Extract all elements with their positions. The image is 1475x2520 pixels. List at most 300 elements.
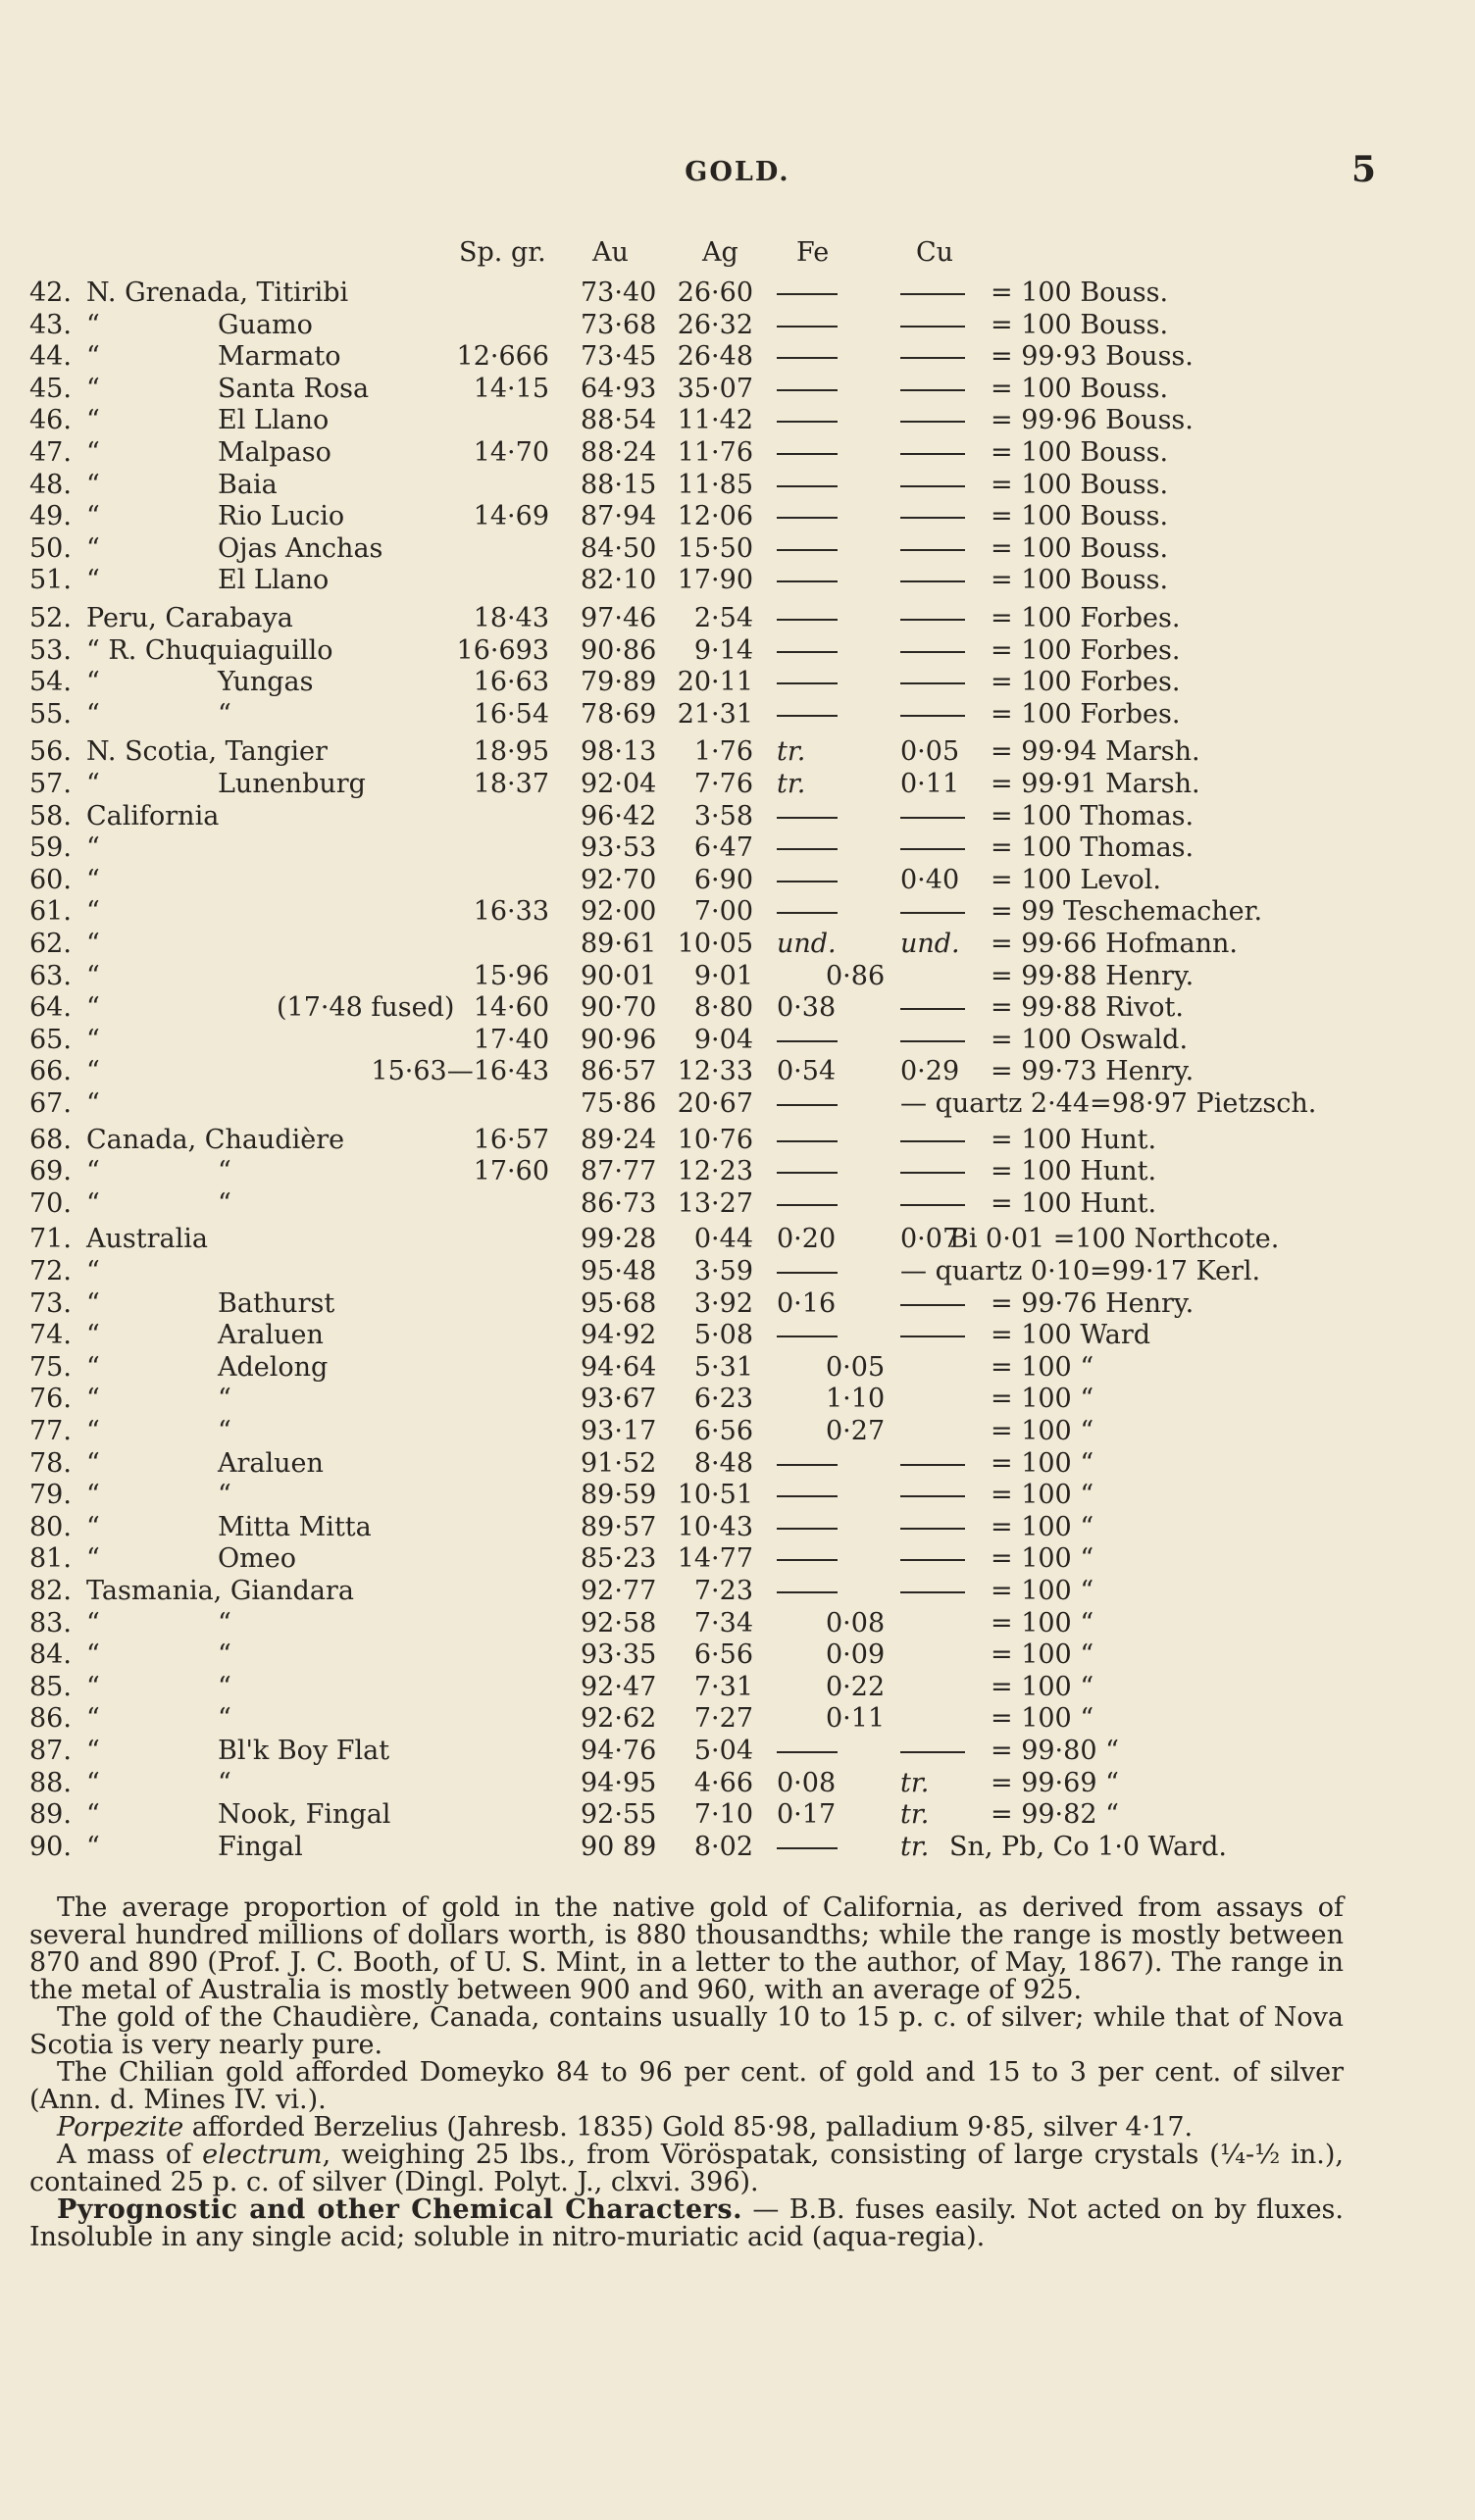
silver-value: 9·01 — [693, 961, 753, 991]
row-number: 68. — [29, 1125, 72, 1155]
total-and-analyst: = 100 Bouss. — [991, 501, 1169, 531]
row-number: 79. — [29, 1480, 72, 1510]
locality: “ — [86, 1448, 100, 1479]
locality: “ — [86, 533, 100, 564]
silver-value: 15·50 — [677, 533, 753, 564]
iron-value: 1·10 — [826, 1384, 886, 1414]
row-number: 61. — [29, 896, 72, 927]
total-and-analyst: = 99·76 Henry. — [991, 1288, 1195, 1319]
sub-locality: Ojas Anchas — [218, 533, 383, 564]
row-number: 88. — [29, 1768, 72, 1798]
iron-value: und. — [777, 929, 837, 959]
locality: “ — [86, 374, 100, 404]
table-row — [0, 896, 1475, 928]
iron-value: tr. — [777, 769, 806, 799]
row-number: 52. — [29, 603, 72, 633]
gold-value: 97·46 — [581, 603, 657, 633]
gold-value: 93·35 — [581, 1639, 657, 1670]
total-and-analyst: = 99·94 Marsh. — [991, 736, 1200, 767]
iron-dash — [777, 533, 838, 565]
specific-gravity: 14·15 — [473, 374, 549, 404]
iron-dash — [777, 1188, 838, 1220]
column-header-fe: Fe — [796, 237, 830, 268]
paragraph-text: afforded Berzelius (Jahresb. 1835) Gold 85·98, palladium 9·85, silver 4·17. — [183, 2112, 1194, 2142]
iron-dash — [777, 801, 838, 832]
paragraph-text: — B.B. fuses easily. Not acted on by fluxes. Insoluble in any single acid; soluble in nitro-muriatic acid (aqua-regia). — [29, 2194, 1344, 2252]
iron-value: 0·86 — [826, 961, 886, 991]
sub-locality: Baia — [218, 470, 278, 500]
sub-locality: Bl'k Boy Flat — [218, 1736, 390, 1766]
row-number: 46. — [29, 405, 72, 435]
total-and-analyst: = 99·91 Marsh. — [991, 769, 1200, 799]
silver-value: 35·07 — [677, 374, 753, 404]
iron-dash — [777, 1480, 838, 1511]
row-number: 70. — [29, 1188, 72, 1219]
gold-value: 94·92 — [581, 1320, 657, 1350]
total-and-analyst: = 100 Hunt. — [991, 1156, 1157, 1186]
table-row — [0, 1672, 1475, 1703]
total-and-analyst: = 100 “ — [991, 1639, 1094, 1670]
sub-locality: Santa Rosa — [218, 374, 370, 404]
iron-dash — [777, 635, 838, 667]
copper-dash — [900, 1576, 965, 1607]
locality: N. Scotia, Tangier — [86, 736, 328, 767]
total-and-analyst: = 100 Hunt. — [991, 1125, 1157, 1155]
copper-dash — [900, 603, 965, 634]
silver-value: 3·59 — [693, 1256, 753, 1286]
silver-value: 9·04 — [693, 1025, 753, 1055]
total-and-analyst: = 100 “ — [991, 1608, 1094, 1638]
total-and-analyst: = 100 “ — [991, 1576, 1094, 1606]
row-number: 48. — [29, 470, 72, 500]
total-and-analyst: Sn, Pb, Co 1·0 Ward. — [949, 1832, 1227, 1862]
row-number: 74. — [29, 1320, 72, 1350]
gold-value: 73·40 — [581, 277, 657, 308]
iron-dash — [777, 603, 838, 634]
table-row — [0, 1768, 1475, 1799]
silver-value: 20·67 — [677, 1088, 753, 1119]
table-row — [0, 1384, 1475, 1415]
iron-value: 0·17 — [777, 1799, 837, 1830]
gold-value: 98·13 — [581, 736, 657, 767]
specific-gravity: 16·54 — [473, 699, 549, 730]
specific-gravity: 18·43 — [473, 603, 549, 633]
gold-value: 79·89 — [581, 667, 657, 697]
iron-dash — [777, 565, 838, 596]
total-and-analyst: = 99·80 “ — [991, 1736, 1119, 1766]
sub-locality: “ — [218, 1416, 231, 1446]
specific-gravity: 15·96 — [473, 961, 549, 991]
silver-value: 7·76 — [693, 769, 753, 799]
iron-dash — [777, 1156, 838, 1187]
table-row — [0, 1352, 1475, 1384]
copper-dash — [900, 341, 965, 373]
table-row — [0, 1832, 1475, 1863]
table-row — [0, 1025, 1475, 1056]
iron-dash — [777, 405, 838, 436]
table-row — [0, 374, 1475, 405]
gold-value: 87·94 — [581, 501, 657, 531]
copper-dash — [900, 533, 965, 565]
gold-value: 87·77 — [581, 1156, 657, 1186]
iron-value: 0·22 — [826, 1672, 886, 1702]
total-and-analyst: Bi 0·01 =100 Northcote. — [949, 1224, 1280, 1254]
gold-value: 82·10 — [581, 565, 657, 595]
total-and-analyst: = 100 Ward — [991, 1320, 1151, 1350]
sub-locality: Fingal — [218, 1832, 303, 1862]
table-row — [0, 736, 1475, 768]
locality: Peru, Carabaya — [86, 603, 293, 633]
emphasis: electrum — [202, 2140, 323, 2170]
locality: Australia — [86, 1224, 208, 1254]
locality: “ — [86, 1088, 100, 1119]
gold-value: 90·01 — [581, 961, 657, 991]
table-row — [0, 929, 1475, 960]
gold-value: 73·45 — [581, 341, 657, 372]
copper-value: 0·07 — [900, 1224, 960, 1254]
total-and-analyst: = 100 “ — [991, 1352, 1094, 1383]
gold-value: 92·04 — [581, 769, 657, 799]
table-row — [0, 405, 1475, 436]
row-number: 56. — [29, 736, 72, 767]
iron-dash — [777, 1736, 838, 1767]
gold-value: 88·24 — [581, 437, 657, 468]
sub-locality: Omeo — [218, 1543, 296, 1574]
specific-gravity: 16·33 — [473, 896, 549, 927]
table-row — [0, 1224, 1475, 1255]
specific-gravity: 15·63—16·43 — [371, 1056, 549, 1086]
copper-dash — [900, 992, 965, 1024]
gold-value: 89·59 — [581, 1480, 657, 1510]
copper-dash — [900, 1512, 965, 1543]
row-number: 60. — [29, 865, 72, 895]
table-row — [0, 1639, 1475, 1671]
sub-locality: El Llano — [218, 565, 330, 595]
row-number: 44. — [29, 341, 72, 372]
gold-value: 94·76 — [581, 1736, 657, 1766]
locality: “ — [86, 1188, 100, 1219]
total-and-analyst: = 100 “ — [991, 1416, 1094, 1446]
copper-dash — [900, 635, 965, 667]
copper-dash — [900, 501, 965, 532]
body-text — [29, 1894, 1344, 2251]
iron-dash — [777, 1543, 838, 1575]
gold-value: 86·73 — [581, 1188, 657, 1219]
gold-value: 95·68 — [581, 1288, 657, 1319]
copper-dash — [900, 1480, 965, 1511]
specific-gravity: 14·60 — [473, 992, 549, 1023]
total-and-analyst: = 100 “ — [991, 1448, 1094, 1479]
iron-dash — [777, 699, 838, 731]
silver-value: 3·92 — [693, 1288, 753, 1319]
paragraph: The average proportion of gold in the native gold of California, as derived from assays of several hundred millions of dollars worth, is 880 thousandths; while the range is mostly between 870 and 890 (Prof. J. C. Booth, of U. S. Mint, in a letter to the author, of May, 1867). The range in the metal of Australia is mostly between 900 and 960, with an average of 925. — [29, 1892, 1344, 2005]
gold-value: 88·15 — [581, 470, 657, 500]
silver-value: 7·34 — [693, 1608, 753, 1638]
copper-value: 0·05 — [900, 736, 960, 767]
locality: “ — [86, 667, 100, 697]
silver-value: 13·27 — [677, 1188, 753, 1219]
copper-dash — [900, 1188, 965, 1220]
locality: “ — [86, 1543, 100, 1574]
locality: “ — [86, 310, 100, 340]
row-number: 84. — [29, 1639, 72, 1670]
sub-locality: Nook, Fingal — [218, 1799, 391, 1830]
copper-dash — [900, 565, 965, 596]
sub-locality: Araluen — [218, 1320, 324, 1350]
total-and-analyst: = 100 “ — [991, 1384, 1094, 1414]
silver-value: 10·43 — [677, 1512, 753, 1542]
table-row — [0, 1608, 1475, 1639]
locality: “ — [86, 1768, 100, 1798]
locality: “ — [86, 405, 100, 435]
copper-dash — [900, 1448, 965, 1480]
table-row — [0, 699, 1475, 731]
total-and-analyst: = 100 “ — [991, 1672, 1094, 1702]
sub-locality: “ — [218, 1384, 231, 1414]
locality: “ — [86, 470, 100, 500]
locality: “ — [86, 1256, 100, 1286]
row-number: 58. — [29, 801, 72, 832]
table-row — [0, 1736, 1475, 1767]
total-and-analyst: = 100 “ — [991, 1480, 1094, 1510]
silver-value: 6·56 — [693, 1639, 753, 1670]
copper-dash — [900, 437, 965, 469]
row-number: 86. — [29, 1703, 72, 1734]
locality: “ — [86, 1320, 100, 1350]
row-number: 71. — [29, 1224, 72, 1254]
silver-value: 2·54 — [693, 603, 753, 633]
locality: “ — [86, 961, 100, 991]
gold-value: 93·67 — [581, 1384, 657, 1414]
copper-value: 0·29 — [900, 1056, 960, 1086]
row-number: 72. — [29, 1256, 72, 1286]
silver-value: 10·51 — [677, 1480, 753, 1510]
table-row — [0, 341, 1475, 373]
total-and-analyst: = 100 Bouss. — [991, 277, 1169, 308]
silver-value: 7·10 — [693, 1799, 753, 1830]
silver-value: 10·76 — [677, 1125, 753, 1155]
total-and-analyst: = 100 Forbes. — [991, 635, 1181, 666]
total-and-analyst: = 100 “ — [991, 1703, 1094, 1734]
iron-dash — [777, 341, 838, 373]
table-row — [0, 635, 1475, 667]
gold-value: 99·28 — [581, 1224, 657, 1254]
iron-value: 0·16 — [777, 1288, 837, 1319]
total-and-analyst: = 99·88 Rivot. — [991, 992, 1184, 1023]
iron-dash — [777, 277, 838, 309]
column-header-cu: Cu — [916, 237, 954, 268]
locality: “ — [86, 1703, 100, 1734]
row-number: 89. — [29, 1799, 72, 1830]
silver-value: 6·47 — [693, 832, 753, 863]
locality: N. Grenada, Titiribi — [86, 277, 349, 308]
total-and-analyst: = 100 Thomas. — [991, 801, 1195, 832]
gold-value: 92·00 — [581, 896, 657, 927]
column-header-sp-gr: Sp. gr. — [459, 237, 546, 268]
total-and-analyst: = 100 Thomas. — [991, 832, 1195, 863]
locality: “ — [86, 992, 100, 1023]
copper-dash — [900, 896, 965, 928]
gold-value: 93·53 — [581, 832, 657, 863]
table-row — [0, 801, 1475, 832]
gold-value: 92·77 — [581, 1576, 657, 1606]
silver-value: 12·06 — [677, 501, 753, 531]
total-and-analyst: = 100 “ — [991, 1512, 1094, 1542]
locality: “ — [86, 341, 100, 372]
locality: “ — [86, 501, 100, 531]
specific-gravity: 14·69 — [473, 501, 549, 531]
iron-value: 0·08 — [826, 1608, 886, 1638]
specific-gravity: 16·693 — [456, 635, 549, 666]
row-number: 47. — [29, 437, 72, 468]
table-row — [0, 1320, 1475, 1351]
iron-value: 0·54 — [777, 1056, 837, 1086]
sub-locality: Bathurst — [218, 1288, 335, 1319]
paragraph — [29, 2196, 1344, 2251]
row-number: 64. — [29, 992, 72, 1023]
locality: “ — [86, 1156, 100, 1186]
row-number: 77. — [29, 1416, 72, 1446]
row-number: 73. — [29, 1288, 72, 1319]
iron-dash — [777, 470, 838, 501]
sub-locality: “ — [218, 699, 231, 730]
total-and-analyst: = 100 Bouss. — [991, 437, 1169, 468]
copper-value: und. — [900, 929, 960, 959]
table-row — [0, 961, 1475, 992]
copper-dash — [900, 667, 965, 698]
table-row — [0, 437, 1475, 469]
table-row — [0, 667, 1475, 698]
locality: “ — [86, 865, 100, 895]
silver-value: 14·77 — [677, 1543, 753, 1574]
total-and-analyst: = 99·73 Henry. — [991, 1056, 1195, 1086]
row-number: 51. — [29, 565, 72, 595]
table-row — [0, 1416, 1475, 1447]
total-and-analyst: = 100 Forbes. — [991, 603, 1181, 633]
gold-value: 95·48 — [581, 1256, 657, 1286]
copper-dash — [900, 699, 965, 731]
table-row — [0, 832, 1475, 864]
specific-gravity: 17·60 — [473, 1156, 549, 1186]
gold-value: 88·54 — [581, 405, 657, 435]
copper-dash — [900, 1736, 965, 1767]
total-and-analyst: = 100 Bouss. — [991, 565, 1169, 595]
specific-gravity: 12·666 — [456, 341, 549, 372]
copper-value: tr. — [900, 1768, 930, 1798]
copper-value: tr. — [900, 1832, 930, 1862]
iron-dash — [777, 896, 838, 928]
locality: “ — [86, 896, 100, 927]
table-row — [0, 470, 1475, 501]
silver-value: 6·90 — [693, 865, 753, 895]
silver-value: 1·76 — [693, 736, 753, 767]
iron-dash — [777, 1512, 838, 1543]
silver-value: 11·85 — [677, 470, 753, 500]
table-row — [0, 1256, 1475, 1287]
section-heading: Pyrognostic and other Chemical Characters. — [57, 2194, 742, 2225]
sub-locality: “ — [218, 1156, 231, 1186]
table-row — [0, 533, 1475, 565]
iron-value: 0·05 — [826, 1352, 886, 1383]
table-row — [0, 1703, 1475, 1735]
table-row — [0, 310, 1475, 341]
sub-locality: “ — [218, 1608, 231, 1638]
copper-dash — [900, 1125, 965, 1156]
column-header-au: Au — [592, 237, 629, 268]
row-number: 42. — [29, 277, 72, 308]
total-and-analyst: = 100 Bouss. — [991, 374, 1169, 404]
row-number: 45. — [29, 374, 72, 404]
paragraph-text: A mass of — [57, 2140, 203, 2170]
table-row — [0, 501, 1475, 532]
locality: “ — [86, 1639, 100, 1670]
locality: “ — [86, 1384, 100, 1414]
silver-value: 6·23 — [693, 1384, 753, 1414]
gold-value: 90 89 — [581, 1832, 657, 1862]
row-number: 63. — [29, 961, 72, 991]
total-and-analyst: = 100 Forbes. — [991, 667, 1181, 697]
iron-value: 0·11 — [826, 1703, 886, 1734]
gold-value: 84·50 — [581, 533, 657, 564]
total-and-analyst: = 99·93 Bouss. — [991, 341, 1194, 372]
total-and-analyst: = 100 “ — [991, 1543, 1094, 1574]
iron-dash — [777, 832, 838, 864]
iron-dash — [777, 1576, 838, 1607]
total-and-analyst: = 99·82 “ — [991, 1799, 1119, 1830]
silver-value: 8·48 — [693, 1448, 753, 1479]
row-number: 53. — [29, 635, 72, 666]
total-and-analyst: = 99·66 Hofmann. — [991, 929, 1238, 959]
sub-locality: Mitta Mitta — [218, 1512, 372, 1542]
paragraph: The Chilian gold afforded Domeyko 84 to 96 per cent. of gold and 15 to 3 per cent. of silver (Ann. d. Mines IV. vi.). — [29, 2057, 1344, 2115]
silver-value: 26·48 — [677, 341, 753, 372]
total-and-analyst: = 100 Bouss. — [991, 533, 1169, 564]
table-row — [0, 1512, 1475, 1543]
locality: “ — [86, 1025, 100, 1055]
table-row — [0, 1799, 1475, 1831]
row-number: 54. — [29, 667, 72, 697]
row-number: 59. — [29, 832, 72, 863]
row-number: 67. — [29, 1088, 72, 1119]
locality: “ — [86, 699, 100, 730]
specific-gravity: 16·57 — [473, 1125, 549, 1155]
silver-value: 26·60 — [677, 277, 753, 308]
silver-value: 10·05 — [677, 929, 753, 959]
sub-locality: Yungas — [218, 667, 314, 697]
copper-dash — [900, 310, 965, 341]
table-row — [0, 603, 1475, 634]
sub-locality: “ — [218, 1639, 231, 1670]
specific-gravity: 16·63 — [473, 667, 549, 697]
locality: “ — [86, 565, 100, 595]
silver-value: 4·66 — [693, 1768, 753, 1798]
row-number: 49. — [29, 501, 72, 531]
locality: “ — [86, 1288, 100, 1319]
sub-locality: (17·48 fused) — [277, 992, 455, 1023]
sub-locality: “ — [218, 1703, 231, 1734]
copper-dash — [900, 1156, 965, 1187]
table-row — [0, 1480, 1475, 1511]
silver-value: 11·42 — [677, 405, 753, 435]
iron-dash — [777, 1125, 838, 1156]
gold-value: 90·96 — [581, 1025, 657, 1055]
iron-value: 0·20 — [777, 1224, 837, 1254]
copper-value: tr. — [900, 1799, 930, 1830]
row-number: 57. — [29, 769, 72, 799]
row-number: 62. — [29, 929, 72, 959]
gold-value: 92·70 — [581, 865, 657, 895]
silver-value: 0·44 — [693, 1224, 753, 1254]
